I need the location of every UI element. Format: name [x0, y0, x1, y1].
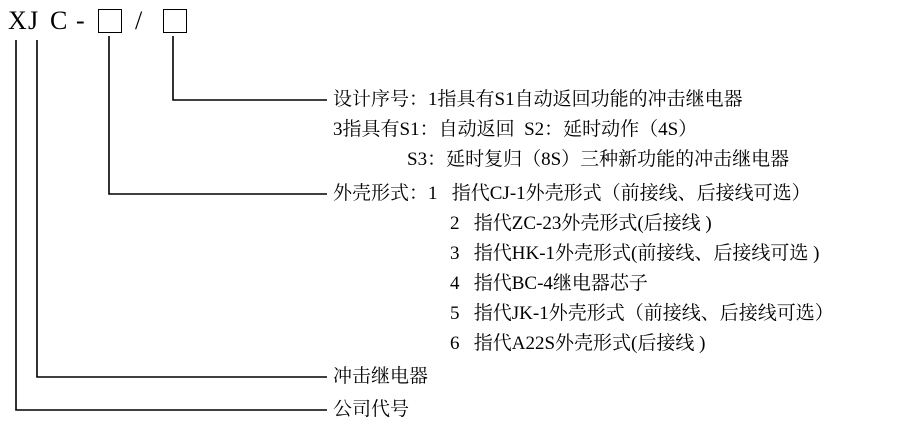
label-shell-type-3: 3 指代HK-1外壳形式(前接线、后接线可选 ) — [450, 243, 820, 264]
label-shell-type-title: 外壳形式：1 指代CJ-1外壳形式（前接线、后接线可选） — [333, 183, 811, 204]
label-shell-type-2: 2 指代ZC-23外壳形式(后接线 ) — [450, 213, 712, 234]
label-design-serial-line2: 3指具有S1：自动返回 S2：延时动作（4S） — [333, 119, 698, 140]
leader-line-shell-type — [109, 36, 327, 194]
code-char-dash: - — [76, 6, 85, 35]
code-char-slash: / — [135, 6, 143, 35]
label-design-serial-line3: S3：延时复归（8S）三种新功能的冲击继电器 — [407, 149, 790, 170]
code-char-j: J — [28, 6, 39, 35]
label-company-code: 公司代号 — [333, 399, 410, 420]
label-shell-type-4: 4 指代BC-4继电器芯子 — [450, 273, 648, 294]
leader-line-impulse-relay — [37, 40, 327, 377]
code-char-x: X — [8, 6, 27, 35]
label-design-serial-line1: 设计序号：1指具有S1自动返回功能的冲击继电器 — [333, 89, 743, 110]
label-shell-type-5: 5 指代JK-1外壳形式（前接线、后接线可选） — [450, 303, 834, 324]
code-char-c: C — [50, 6, 68, 35]
label-impulse-relay: 冲击继电器 — [333, 366, 429, 387]
leader-line-company-code — [16, 40, 327, 410]
placeholder-box-design-serial — [163, 9, 187, 33]
leader-line-design-serial — [173, 36, 327, 100]
label-shell-type-6: 6 指代A22S外壳形式(后接线 ) — [450, 333, 706, 354]
placeholder-box-shell-type — [98, 9, 122, 33]
